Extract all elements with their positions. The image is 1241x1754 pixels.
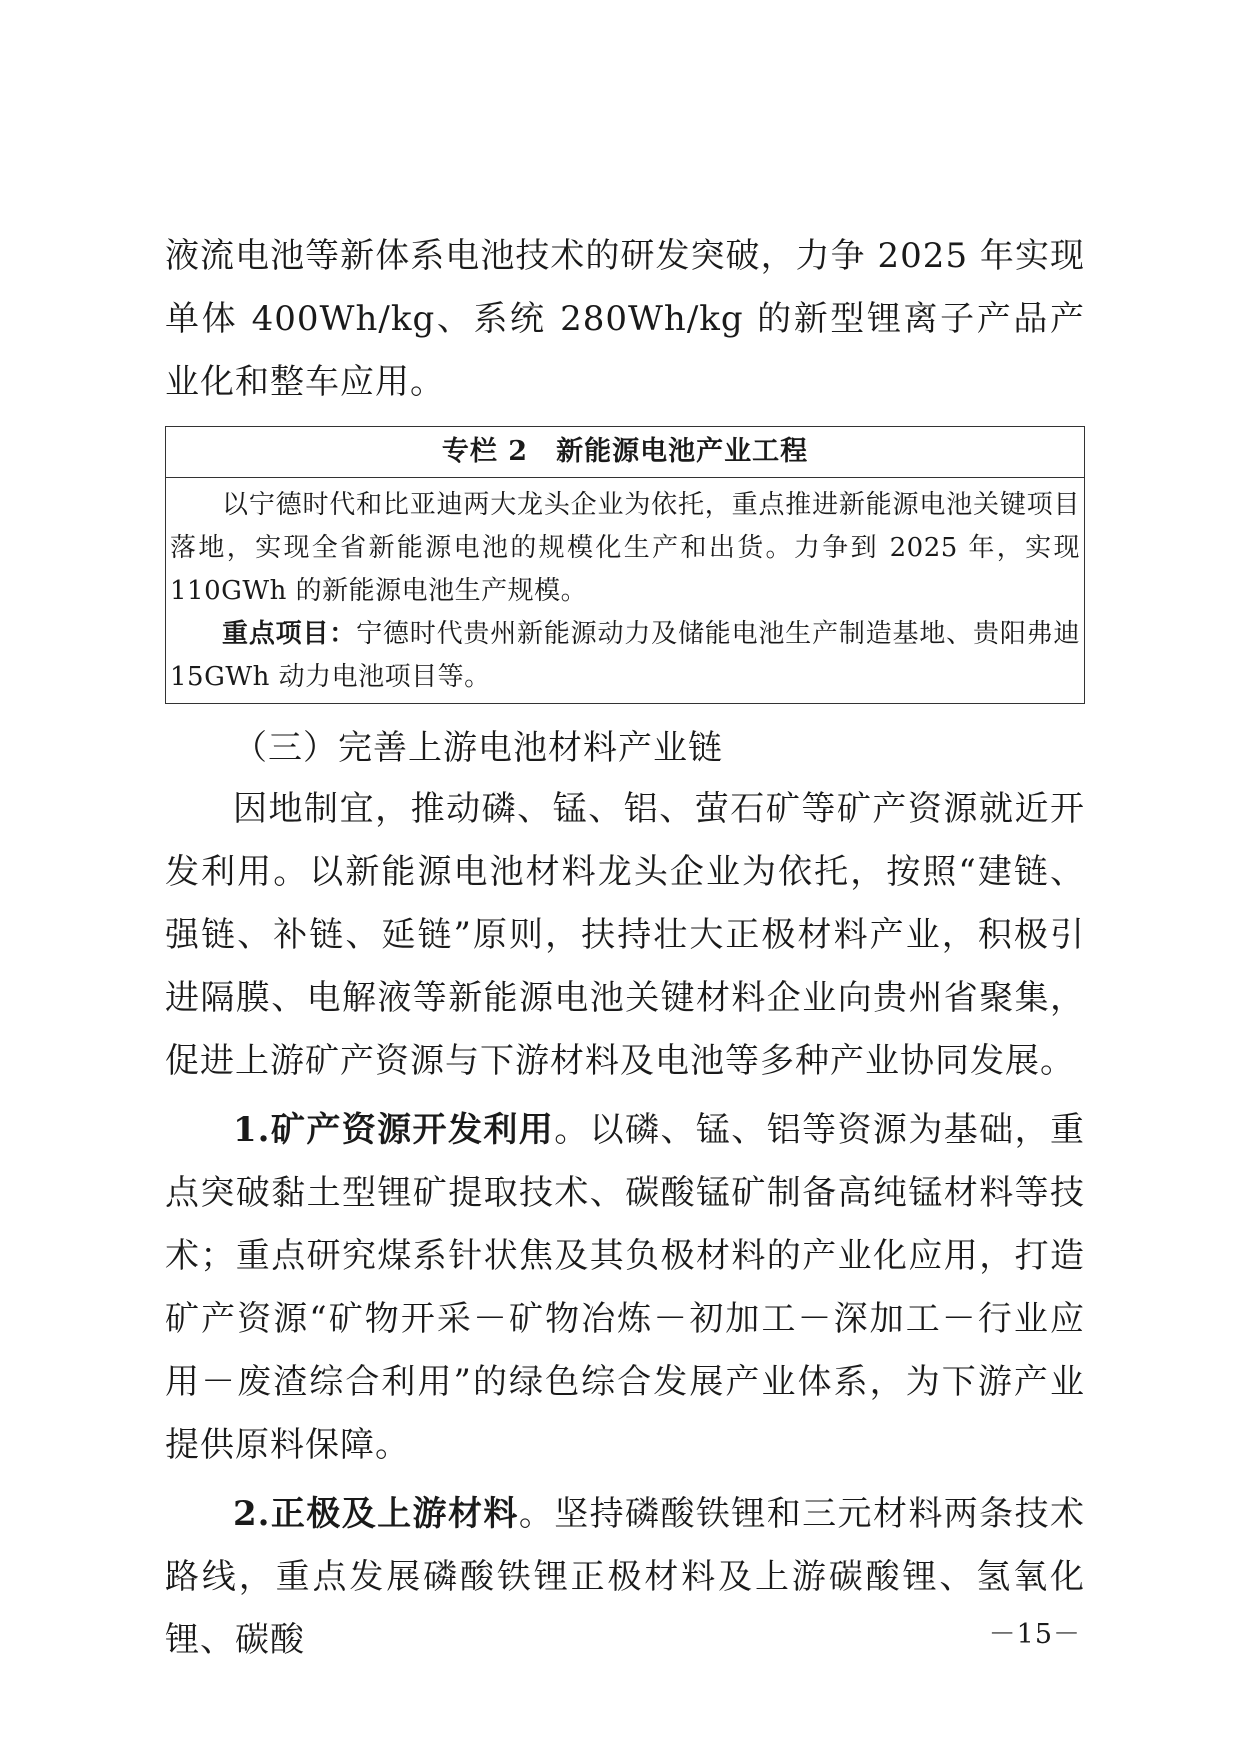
column-box-body (166, 478, 1084, 703)
column-box-key-projects (170, 613, 1080, 699)
column-box-title: 专栏 2 新能源电池产业工程 (166, 427, 1084, 478)
column-box (165, 426, 1085, 704)
page-content (165, 225, 1085, 1672)
key-projects-label: 重点项目： (222, 619, 357, 649)
key-projects-text: 宁德时代贵州新能源动力及储能电池生产制造基地、贵阳弗迪 15GWh 动力电池项目等。 (170, 619, 1080, 692)
item-1-text: 。以磷、锰、铝等资源为基础，重点突破黏土型锂矿提取技术、碳酸锰矿制备高纯锰材料等技术；重点研究煤系针状焦及其负极材料的产业化应用，打造矿产资源“矿物开采－矿物冶炼－初加工－深加工－行业应用－废渣综合利用”的绿色综合发展产业体系，为下游产业提供原料保障。 (165, 1110, 1086, 1465)
column-box-text: 以宁德时代和比亚迪两大龙头企业为依托，重点推进新能源电池关键项目落地，实现全省新能源电池的规模化生产和出货。力争到 2025 年，实现 110GWh 的新能源电池生产规模。 (170, 490, 1080, 606)
section-paragraph: 因地制宜，推动磷、锰、铝、萤石矿等矿产资源就近开发利用。以新能源电池材料龙头企业为依托，按照“建链、强链、补链、延链”原则，扶持壮大正极材料产业，积极引进隔膜、电解液等新能源电池关键材料企业向贵州省聚集，促进上游矿产资源与下游材料及电池等多种产业协同发展。 (165, 789, 1085, 1081)
page-number: －15－ (988, 1619, 1081, 1650)
item-2-label: 2.正极及上游材料 (233, 1494, 519, 1534)
item-1-label: 1.矿产资源开发利用 (233, 1110, 555, 1150)
item-1-paragraph (165, 1099, 1085, 1477)
intro-paragraph: 液流电池等新体系电池技术的研发突破，力争 2025 年实现单体 400Wh/kg、系统 280Wh/kg 的新型锂离子产品产业化和整车应用。 (165, 236, 1085, 402)
item-2-text: 。坚持磷酸铁锂和三元材料两条技术路线，重点发展磷酸铁锂正极材料及上游碳酸锂、氢氧化锂、碳酸 (165, 1494, 1086, 1660)
section-heading: （三）完善上游电池材料产业链 (233, 728, 723, 768)
item-2-paragraph (165, 1483, 1085, 1672)
